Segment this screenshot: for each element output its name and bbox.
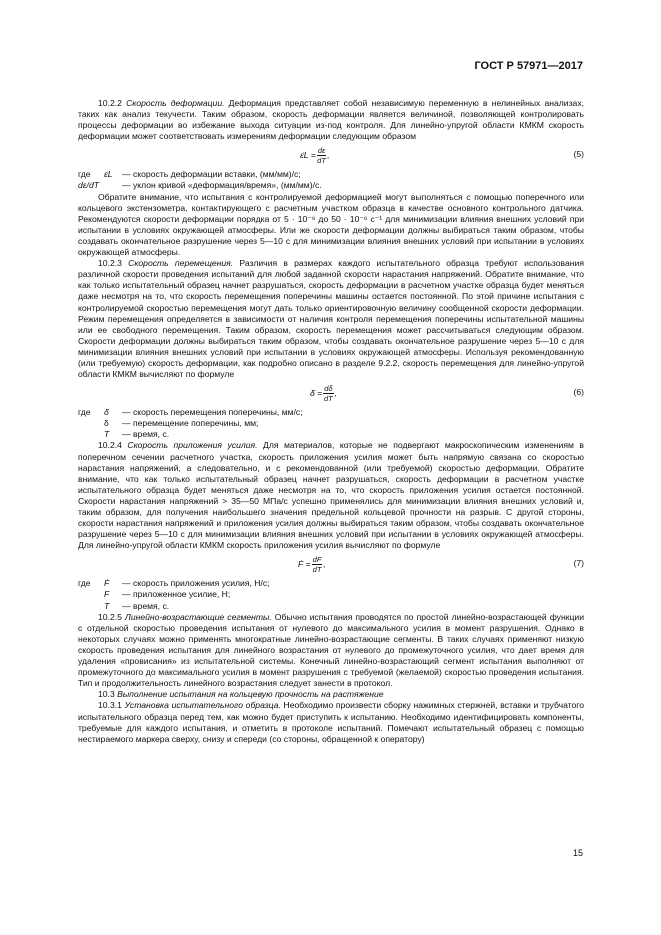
section-title: Скорость деформации.: [126, 98, 225, 108]
definition-symbol: F: [104, 589, 110, 600]
formula-lhs: δ̇ =: [310, 387, 323, 398]
formula-label: (6): [573, 387, 584, 398]
section-10-2-4: [78, 440, 584, 551]
formula-fraction: [317, 146, 326, 165]
definition-lead: где: [78, 578, 91, 589]
fraction-numerator: dδ: [324, 383, 333, 393]
section-number: 10.2.4: [98, 440, 128, 451]
definition-row: [78, 589, 584, 600]
section-text: Деформация представляет собой независимую переменную в нелинейных анализах, таких как анализ текучести. Таким образом, скорость деформации является величиной, позволяющей контролировать процессы деформации во избежание выхода ситуации из-под контроля. Для линейно-упругой области КМКМ скорость деформации может соответствовать измерениям деформации следующим образом: [78, 98, 585, 142]
formula-label: (7): [573, 558, 584, 569]
formula-tail: ,: [334, 387, 337, 398]
formula-lhs: ε̇L =: [300, 149, 316, 160]
section-title: Скорость приложения усилия.: [127, 440, 258, 451]
formula-7: [78, 552, 584, 576]
fraction-denominator: dT: [312, 564, 322, 574]
definition-lead: [78, 601, 104, 612]
section-number: 10.3.1: [98, 700, 125, 711]
section-text: Различия в размерах каждого испытательного образца требуют использования различной скорости проведения испытаний для любой заданной скорости нарастания напряжений. Обратите внимание, что как только испытательный образец начнет разрушаться, скорость деформации в расчетном участке образца будет меняться даже несмотря на то, что скорость перемещения поперечины машины остается постоянной. По этой причине испытания с контролируемой скоростью перемещения могут дать только ориентировочную величину сообщенной скорости деформации. Режим перемещения определяется в зависимости от наличия контроля перемещения поперечины испытательной машины или ее свободного перемещения. Таким образом, скорость перемещения может рассчитываться следующим образом. Скорости деформации должны выбираться таким образом, чтобы создавать окончательное разрушение через 5—10 с для минимизации влияния внешних условий при испытании в условиях окружающей атмосферы. Используя рекомендованную (или требуемую) скорость деформации, как подробно описано в разделе 9.2.2, скорость перемещения для линейно-упругой области КМКМ вычисляют по формуле: [78, 258, 584, 380]
definitions-6: [78, 407, 584, 440]
formula-tail: ,: [323, 558, 326, 569]
definition-row: [78, 180, 584, 191]
definition-symbol: ε̇L: [104, 169, 113, 180]
section-text: Необходимо произвести сборку нажимных стержней, вставки и трубчатого испытательного образца перед тем, как можно будет приступить к испытанию. Необходимо идентифицировать компоненты, требуемые для каждого испытания, и отметить в протоколе испытаний. Помечают испытательный образец с помощью нестираемого маркера сверху, снизу и спереди (со стороны, обращенной к оператору): [78, 700, 585, 744]
definition-row: [78, 418, 584, 429]
definition-row: [78, 578, 584, 589]
fraction-denominator: dT: [317, 155, 326, 165]
section-text: Для материалов, которые не подвергают макроскопическим изменениям в поперечном сечении расчетного участка, скорость приложения усилия может быть напрямую связана со скоростью нарастания напряжений, а следовательно, и с рекомендованной (или требуемой) скоростью деформации. Обратите внимание, что как только испытательный образец начнет разрушаться, скорость деформации в расчетном участке испытательного образца будет меняться даже несмотря на то, что скорость приложения усилия остается постоянной. Скорости нарастания напряжений > 35—50 МПа/с успешно применялись для минимизации влияния внешних условий и, таким образом, для получения наибольшего значения предельной кольцевой прочности на разрыв. С другой стороны, скорости нарастания напряжений и приложения усилия должны выбираться таким образом, чтобы создавать окончательное разрушение через 5—10 с для минимизации влияния внешних условий при испытании в условиях окружающей атмосферы. Для линейно-упругой области КМКМ скорость приложения усилия вычисляют по формуле: [78, 440, 584, 551]
definition-symbol: Ḟ: [104, 578, 110, 589]
definition-lead: где: [78, 169, 91, 180]
document-id: ГОСТ Р 57971—2017: [474, 60, 583, 72]
definition-text: — скорость перемещения поперечины, мм/с;: [122, 407, 303, 418]
section-title: Установка испытательного образца.: [124, 700, 281, 711]
formula-lhs: Ḟ =: [298, 558, 311, 569]
definition-lead: [78, 418, 104, 429]
section-text: Обычно испытания проводятся по простой линейно-возрастающей функции с отдельной скоростью проведения испытания от нулевого до максимального усилия в момент разрушения. Однако в некоторых случаях можно применять многократные линейно-возрастающие сегменты. В таких случаях применяют низкую скорость проведения испытания для линейного возрастания от нулевого до промежуточного усилия, что дает время для удаления «провисания» из испытательной системы. Конечный линейно-возрастающий сегмент испытания выполняют от промежуточного до максимального усилия в момент разрушения с требуемой (желаемой) скоростью проведения испытания. Тип и продолжительность линейного возрастания следует занести в протокол.: [78, 611, 584, 689]
definition-lead: где: [78, 407, 91, 418]
definition-symbol: δ̇: [104, 407, 109, 418]
formula-label: (5): [573, 149, 584, 160]
section-10-3: [78, 689, 584, 700]
definition-text: — уклон кривой «деформация/время», (мм/мм)/с.: [122, 180, 322, 191]
fraction-numerator: dF: [312, 554, 322, 564]
definition-text: — скорость деформации вставки, (мм/мм)/с;: [122, 169, 301, 180]
section-number: 10.2.2: [98, 98, 127, 108]
definition-symbol: T: [104, 600, 110, 611]
section-10-2-5: [78, 612, 584, 690]
section-number: 10.2.3: [98, 258, 129, 269]
definition-text: — скорость приложения усилия, Н/с;: [122, 578, 270, 589]
definition-symbol: δ: [104, 418, 109, 429]
definition-lead: [78, 429, 104, 440]
fraction-denominator: dT: [323, 393, 333, 403]
formula-5: [78, 143, 584, 167]
page-content: [78, 98, 584, 745]
definition-symbol: dε/dT: [78, 180, 99, 191]
definition-row: [78, 169, 584, 180]
section-10-2-3: [78, 258, 584, 380]
definition-row: [78, 601, 584, 612]
formula-fraction: [323, 384, 333, 403]
paragraph-note: Обратите внимание, что испытания с контролируемой деформацией могут выполняться с помощью поперечного или кольцевого экстензометра, контактирующего с расчетным участком образца в качестве основного контрольного датчика. Рекомендуются скорости деформации порядка от 5 · 10⁻⁶ до 50 · 10⁻⁶ с⁻¹ для минимизации влияния внешних условий при испытании в условиях окружающей атмосферы. Или же скорости деформации должны выбираться таким образом, чтобы создавать окончательное разрушение через 5—10 с для минимизации влияния внешних условий при испытании в условиях окружающей атмосферы.: [78, 191, 584, 258]
fraction-numerator: dε: [317, 145, 326, 155]
definition-text: — приложенное усилие, Н;: [122, 589, 231, 600]
section-10-3-1: [78, 700, 584, 744]
definition-row: [78, 429, 584, 440]
section-title: Линейно-возрастающие сегменты.: [124, 611, 272, 622]
section-10-2-2: [78, 98, 584, 142]
section-number: 10.3: [98, 689, 118, 700]
page-number: 15: [572, 848, 583, 858]
definitions-7: [78, 578, 584, 611]
definition-text: — время, с.: [122, 429, 170, 440]
definition-lead: [78, 589, 104, 600]
definition-text: — время, с.: [122, 600, 170, 611]
definition-row: [78, 407, 584, 418]
section-number: 10.2.5: [98, 611, 125, 622]
section-title: Скорость перемещения.: [128, 258, 234, 269]
formula-6: [78, 381, 584, 405]
formula-fraction: [312, 554, 326, 574]
definition-symbol: T: [104, 429, 110, 440]
formula-tail: ,: [327, 149, 330, 160]
section-title: Выполнение испытания на кольцевую прочность на растяжение: [117, 689, 384, 700]
definition-text: — перемещение поперечины, мм;: [122, 418, 259, 429]
definitions-5: [78, 169, 584, 191]
